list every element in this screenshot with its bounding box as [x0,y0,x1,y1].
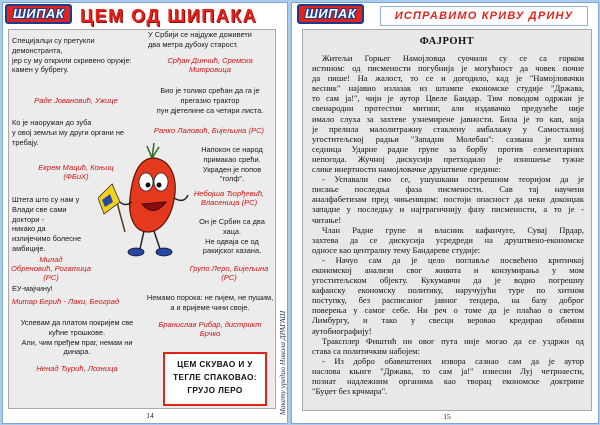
article-paragraph [312,336,584,356]
aphorism-line: "голф". [219,174,245,184]
aphorism-line: јер су му открили скривено оружје: [12,55,132,65]
magazine-logo: ШИПАК [297,4,364,24]
article-line: Лимбургу, и тако у свесци веровао кредирао обимни [312,315,584,326]
article-line: става са политичким набојем: [312,345,420,356]
article-line: писање последња фаза писмености. Сав тај научени [312,184,584,195]
article-line: - Начуо сам да је цело поглавље посвећено критичкој [322,254,584,265]
article-line: "Буџет без крчмара". [312,386,388,397]
aphorism-line: никако да [12,224,46,234]
aphorism-author-line: Небојша Ђорђевић, [193,189,265,198]
article-line: седница Ударне радне групе за борбу против елементарних [312,143,584,154]
article-line: познат надлежним органима као творац економске доктрине [312,376,584,386]
credit-box-line: ГРУЈО ЛЕРО [187,386,243,395]
aphorism-line: Ко је наоружан до зуба [12,118,92,127]
page-title: ЦЕМ ОД ШИПАКА [80,6,258,26]
aphorism-text [12,195,142,254]
article-paragraph [312,225,584,255]
article-line: аутобиографију! [312,325,372,336]
magazine-logo: ШИПАК [5,4,72,24]
aphorism-author-line: (ФБиХ) [63,172,89,181]
aphorism-line: амбиције. [12,243,46,253]
article-line: угоститељском објекту. Кукумавчи да је водио погрешну [312,275,584,286]
aphorism-text [192,145,272,184]
aphorism-line: у овој земљи му други органи не [12,127,125,137]
article-body [312,53,584,396]
article-line: да пише! На жалост, то се и догодило, кад је "Намојловачки [312,73,584,84]
aphorism-author-line: Митар Берић - Лаки, Београд [12,297,120,306]
article-line: Траксплер Фиштић ни овог пута није могао да се уздржи од [322,335,584,346]
aphorism-author-line: Ранко Лаловић, Бијељина (РС) [153,126,265,135]
credit-box [163,352,267,406]
article-line: - Успавали смо се, ушушкани погрешном теоријом да је [322,174,584,185]
article-line: западне у последњу и најтрагичнију фазу писмености, а то је - [312,204,584,215]
aphorism-author-line: Ненад Ђурић, Лозница [36,364,118,373]
article-line: читање! [312,214,342,225]
aphorism-line: Успевам да платом покријем све [20,318,134,327]
aphorism-line: кућне трошкове. [48,327,106,337]
article-line: Члан Радне групе и власник кафанчуге, Сувај Прдар, [322,224,584,235]
aphorism-line: примакао срећи. [203,154,261,164]
aphorism-author [148,56,272,74]
article-line: истином: од писмености погубнија је могућност да човек почне [312,63,584,74]
aphorism-line: хаца. [222,226,242,236]
aphorism-line: пун дјетелине са четири листа. [156,105,264,115]
aphorism-text [12,318,142,357]
aphorism-author-line: Раде Јовановић, Ужице [34,96,118,105]
article-line: имало слуха за захтеве узнемирене јавности. Била је то кап, која [312,113,584,124]
credit-box-line: ТЕГЛЕ СПАКОВАО: [173,373,257,382]
aphorism-text [12,284,142,294]
aphorism-author [146,320,274,338]
aphorism-author-line: Брчко [199,329,221,338]
article-line: кафанску економску политику, наручујући туре по хитном [312,285,584,296]
aphorism-line: прегазио трактор [180,95,240,105]
article-paragraph [312,356,584,396]
aphorism-line: демонстранта, [12,45,63,55]
aphorism-author [186,264,272,282]
aphorism-author [10,255,92,282]
aphorism-author-line: Екрем Мацић, Коњиц [38,163,114,172]
article-line: непогода. Жучној дискусији претходило је изношење тужне [312,153,584,164]
aphorism-author [12,297,140,306]
article-line: поверења у самог себе. Ни реч о томе да је плаћао о светом [312,305,584,316]
aphorism-text [192,217,272,256]
aphorism-author-line: (РС) [43,273,59,282]
layout-credit: Макету уредио Никола ДРАГАШ [278,310,287,416]
aphorism-author-line: Власеница (РС) [200,198,258,207]
article-line: је прелила малолитражну стаклену амбалажу у Самосталној [312,123,584,134]
aphorism-line: Не одваја се од [205,236,259,246]
aphorism-text [12,36,142,75]
aphorism-line: два метра дубоку старост. [148,39,239,49]
aphorism-author-line: Бранислав Рибар, дистрикт [158,320,262,329]
aphorism-line: Напокон се народ [201,145,263,154]
article-paragraph [312,53,584,174]
aphorism-author-line: Милад [39,255,63,264]
article-paragraph [312,174,584,224]
aphorism-line: требају. [12,137,39,147]
aphorism-line: Влади све сами [12,204,67,214]
aphorism-line: Штета што су нам у [12,195,80,204]
aphorism-line: У Србији се најдуже доживети [148,30,252,39]
article-line: односе као централну тему Бандареве студије: [312,244,481,255]
aphorism-author-line: Митровица [188,65,232,74]
aphorism-author-line: Срђан Динчић, Сремска [167,56,253,65]
aphorism-line: Али, чим пређем праг, немам ни [21,337,133,347]
article-line: то сам ја!", чији је аутор Цвеле Бандар. Тим поводом одржан је [312,93,584,104]
article-line: наслова књиге "Држава, то сам ја!" извесни Луј четрнаести, [312,365,584,376]
article-line: поступку, без расписаног јавног тендера, на базу доброг [312,295,584,306]
aphorism-author [12,163,140,181]
article-line: захтева да се дискусија усредреди на друштвено-економске [312,234,584,245]
aphorism-text [146,293,274,313]
aphorism-line: Он је Србин са два [199,217,265,226]
aphorism-author-line: Групо Леро, Бијељина [189,264,269,273]
credit-box-line: ЦЕМ СКУВАО И У [177,360,253,369]
page-number-left: 14 [146,411,154,420]
aphorism-author [146,126,272,135]
aphorism-line: динара. [63,347,91,357]
article-line: слике инертности намојловачке друштвене средине: [312,164,501,175]
article-line: економској анализи свог живота и конзумирања у мом [312,264,584,275]
aphorism-line: ракијског казана. [202,246,262,256]
article-line: свенародни протестни митинг, али издавачко предузеће није [312,103,584,114]
aphorism-line: Био је толико срећан да га је [160,86,260,95]
aphorism-author [12,364,142,373]
aphorism-line: излијечимо болесне [12,234,82,244]
aphorism-text [12,118,142,147]
aphorism-line: Украден је попов [202,164,262,174]
article-line: весник" најавио излазак из штампе економске студије "Држава, [312,83,584,94]
aphorism-author-line: (РС) [221,273,237,282]
article-line: Житељи Горњег Намојловца суочили су се са горком [322,53,584,63]
article-line: аналфабетизам пред чињеницом: постоји опасност да неки доконџак [312,194,584,205]
aphorism-author-line: Обреновић, Рогатица [11,264,91,273]
aphorism-text [148,86,272,115]
aphorism-line: доктори - [12,214,44,224]
article-line: - Из добро обавештених извора сазнао сам да је аутор [322,355,584,366]
section-title: ИСПРАВИМО КРИВУ ДРИНУ [380,6,588,26]
page-number-right: 15 [443,412,451,421]
aphorism-author [186,189,272,207]
aphorism-line: ЕУ-мајчину! [12,284,53,293]
article-heading: ФАЈРОНТ [419,36,475,47]
aphorism-text [148,30,272,50]
article-paragraph [312,255,584,336]
aphorism-line: Специјалци су претукли [12,36,95,45]
aphorism-author [12,96,140,105]
aphorism-line: Немамо порока: не пијем, не пушим, [146,293,274,302]
aphorism-line: камен у бубрегу. [12,65,69,75]
article-line: угоститељској радњи "Западни Молебан": сазвана је хитна [312,133,584,144]
aphorism-line: а и вријеме чини своје. [170,302,250,312]
